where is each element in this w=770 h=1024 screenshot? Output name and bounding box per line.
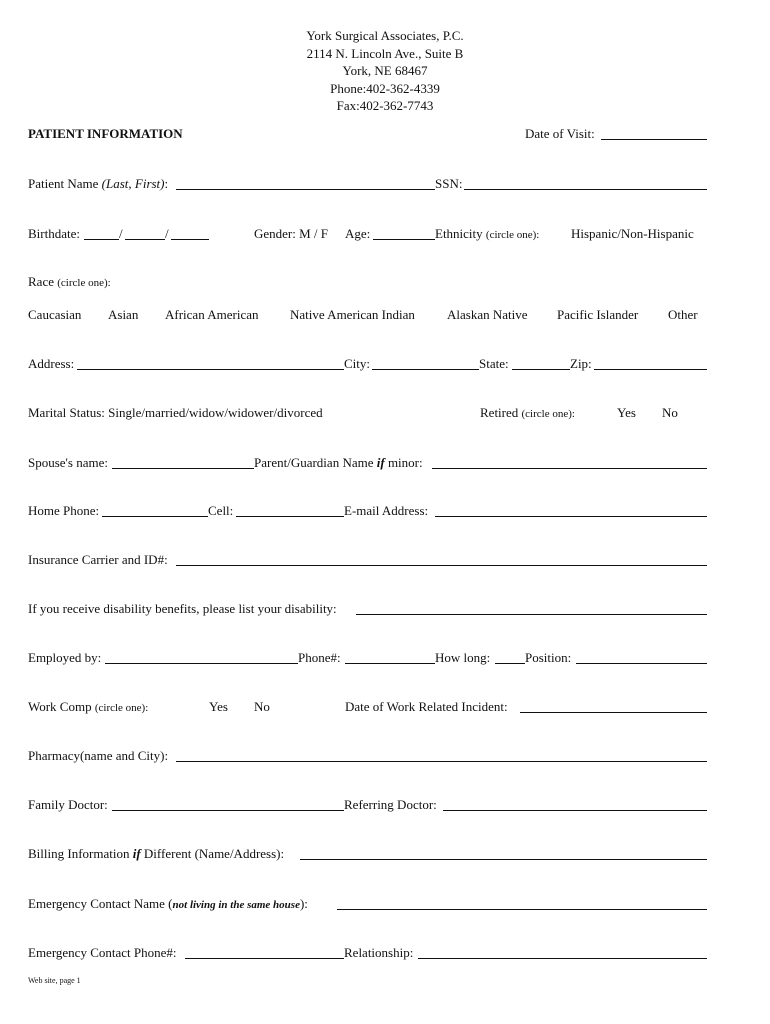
guardian-name-label: Parent/Guardian Name if minor: xyxy=(254,455,423,470)
retired-label: Retired (circle one): xyxy=(480,405,575,420)
birthdate-row xyxy=(28,225,708,243)
pharmacy-field[interactable] xyxy=(176,747,707,762)
work-comp-no-option[interactable]: No xyxy=(254,699,270,714)
state-label: State: xyxy=(479,356,509,371)
address-row xyxy=(28,355,708,373)
disability-field[interactable] xyxy=(356,600,707,615)
guardian-name-field[interactable] xyxy=(432,454,707,469)
cell-field[interactable] xyxy=(236,502,344,517)
date-of-visit-label: Date of Visit: xyxy=(525,126,595,141)
ethnicity-label: Ethnicity (circle one): xyxy=(435,226,540,241)
race-option-caucasian[interactable]: Caucasian xyxy=(28,307,82,322)
spouse-name-field[interactable] xyxy=(112,454,254,469)
how-long-label: How long: xyxy=(435,650,491,665)
practice-name: York Surgical Associates, P.C. xyxy=(306,28,464,43)
emergency-name-row xyxy=(28,895,708,913)
gender-label: Gender: M / F xyxy=(254,226,329,241)
work-comp-yes-option[interactable]: Yes xyxy=(209,699,228,714)
home-phone-field[interactable] xyxy=(102,502,208,517)
race-options-row xyxy=(28,306,708,324)
city-label: City: xyxy=(344,356,371,371)
retired-yes-option[interactable]: Yes xyxy=(617,405,636,420)
insurance-row xyxy=(28,551,708,569)
email-field[interactable] xyxy=(435,502,707,517)
employed-by-label: Employed by: xyxy=(28,650,102,665)
disability-label: If you receive disability benefits, please list your disability: xyxy=(28,601,337,616)
work-comp-label: Work Comp (circle one): xyxy=(28,699,149,714)
zip-label: Zip: xyxy=(570,356,592,371)
family-doctor-field[interactable] xyxy=(112,796,344,811)
employer-phone-label: Phone#: xyxy=(298,650,341,665)
spouse-name-label: Spouse's name: xyxy=(28,455,108,470)
employment-row xyxy=(28,649,708,667)
patient-name-row xyxy=(28,175,708,193)
billing-label: Billing Information if Different (Name/Address): xyxy=(28,846,285,861)
emergency-phone-row xyxy=(28,944,708,962)
title-row xyxy=(28,125,708,143)
phone-row xyxy=(28,502,708,520)
birth-month-field[interactable] xyxy=(84,225,119,240)
position-field[interactable] xyxy=(576,649,707,664)
email-label: E-mail Address: xyxy=(344,503,429,518)
zip-field[interactable] xyxy=(594,355,707,370)
insurance-field[interactable] xyxy=(176,551,707,566)
referring-doctor-field[interactable] xyxy=(443,796,707,811)
cell-label: Cell: xyxy=(208,503,234,518)
patient-name-field[interactable] xyxy=(176,175,435,190)
age-label: Age: xyxy=(345,226,371,241)
emergency-phone-field[interactable] xyxy=(185,944,344,959)
city-field[interactable] xyxy=(372,355,479,370)
birth-year-field[interactable] xyxy=(171,225,209,240)
work-incident-field[interactable] xyxy=(520,698,707,713)
relationship-field[interactable] xyxy=(418,944,707,959)
birthdate-label: Birthdate: xyxy=(28,226,80,241)
race-option-other[interactable]: Other xyxy=(668,307,698,322)
pharmacy-row xyxy=(28,747,708,765)
date-slash: / xyxy=(119,226,123,241)
race-option-asian[interactable]: Asian xyxy=(108,307,139,322)
date-of-visit-field[interactable] xyxy=(601,125,707,140)
marital-row xyxy=(28,404,708,422)
race-option-pacific-islander[interactable]: Pacific Islander xyxy=(557,307,639,322)
age-field[interactable] xyxy=(373,225,435,240)
relationship-label: Relationship: xyxy=(344,945,414,960)
retired-no-option[interactable]: No xyxy=(662,405,678,420)
emergency-phone-label: Emergency Contact Phone#: xyxy=(28,945,177,960)
address-field[interactable] xyxy=(77,355,344,370)
how-long-field[interactable] xyxy=(495,649,525,664)
billing-field[interactable] xyxy=(300,845,707,860)
birth-day-field[interactable] xyxy=(125,225,165,240)
disability-row xyxy=(28,600,708,618)
position-label: Position: xyxy=(525,650,572,665)
practice-address: 2114 N. Lincoln Ave., Suite B xyxy=(306,45,464,61)
home-phone-label: Home Phone: xyxy=(28,503,100,518)
doctor-row xyxy=(28,796,708,814)
marital-status-options[interactable]: Marital Status: Single/married/widow/widower/divorced xyxy=(28,405,323,420)
patient-name-label: Patient Name (Last, First): xyxy=(28,176,169,191)
emergency-name-label: Emergency Contact Name (not living in the same house): xyxy=(28,896,308,911)
ethnicity-options[interactable]: Hispanic/Non-Hispanic xyxy=(571,226,694,241)
ssn-label: SSN: xyxy=(435,176,463,191)
insurance-label: Insurance Carrier and ID#: xyxy=(28,552,168,567)
employer-phone-field[interactable] xyxy=(345,649,435,664)
spouse-row xyxy=(28,454,708,472)
state-field[interactable] xyxy=(512,355,570,370)
race-label: Race (circle one): xyxy=(28,274,111,289)
practice-city: York, NE 68467 xyxy=(342,63,428,78)
employed-by-field[interactable] xyxy=(105,649,298,664)
practice-header xyxy=(0,27,770,115)
work-incident-label: Date of Work Related Incident: xyxy=(345,699,508,714)
billing-row xyxy=(28,845,708,863)
date-slash: / xyxy=(165,226,169,241)
practice-fax: Fax:402-362-7743 xyxy=(336,98,434,113)
pharmacy-label: Pharmacy(name and City): xyxy=(28,748,169,763)
family-doctor-label: Family Doctor: xyxy=(28,797,108,812)
race-option-alaskan-native[interactable]: Alaskan Native xyxy=(447,307,528,322)
race-label-row xyxy=(28,273,708,291)
referring-doctor-label: Referring Doctor: xyxy=(344,797,437,812)
emergency-name-field[interactable] xyxy=(337,895,707,910)
ssn-field[interactable] xyxy=(464,175,707,190)
work-comp-row xyxy=(28,698,708,716)
race-option-african-american[interactable]: African American xyxy=(165,307,259,322)
address-label: Address: xyxy=(28,356,75,371)
race-option-native-american[interactable]: Native American Indian xyxy=(290,307,415,322)
practice-phone: Phone:402-362-4339 xyxy=(330,80,440,96)
section-title: PATIENT INFORMATION xyxy=(28,126,183,141)
page-footer: Web site, page 1 xyxy=(28,976,81,985)
